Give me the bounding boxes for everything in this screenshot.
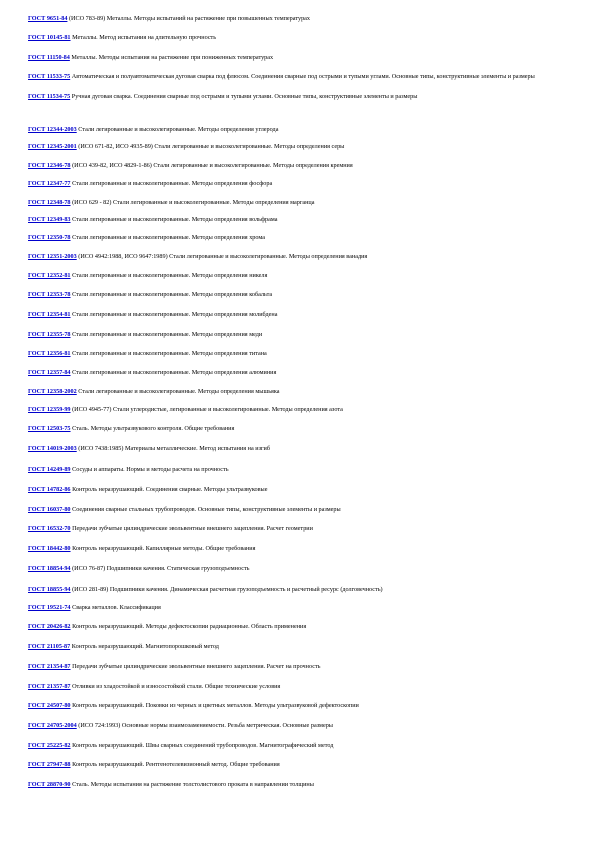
standard-link[interactable]: ГОСТ 21357-87 — [28, 683, 71, 690]
standard-title: Передачи зубчатые цилиндрические эвольвентные внешнего зацепления. Расчет геометрии — [70, 525, 313, 532]
standard-title: Передачи зубчатые цилиндрические эвольвентные внешнего зацепления. Расчет на прочность — [70, 663, 321, 670]
standard-link[interactable]: ГОСТ 25225-82 — [28, 742, 71, 749]
standard-title: Ручная дуговая сварка. Соединения сварные под острыми и тупыми углами. Основные типы, конструктивные элементы и размеры — [70, 93, 418, 100]
standard-title: Стали легированные и высоколегированные. Методы определения молибдена — [70, 311, 278, 318]
standard-link[interactable]: ГОСТ 11150-84 — [28, 54, 70, 61]
standard-link[interactable]: ГОСТ 11533-75 — [28, 73, 71, 80]
standard-title: Сварка металлов. Классификация — [70, 604, 161, 611]
list-item — [28, 780, 584, 789]
list-item — [28, 505, 584, 514]
standard-link[interactable]: ГОСТ 21105-87 — [28, 643, 71, 650]
standard-link[interactable]: ГОСТ 12358-2002 — [28, 388, 77, 395]
list-item — [28, 622, 584, 631]
standard-link[interactable]: ГОСТ 12345-2001 — [28, 143, 77, 150]
standard-title: (ИСО 783-89) Металлы. Методы испытаний на растяжение при повышенных температурах — [67, 15, 310, 22]
standard-title: Автоматическая и полуавтоматическая дуговая сварка под флюсом. Соединения сварные под острыми и тупыми углами. Основные типы, конструктивные элементы и размеры — [70, 73, 535, 80]
standard-title: Отливки из хладостойкой и износостойкой стали. Общие технические условия — [70, 683, 281, 690]
standard-link[interactable]: ГОСТ 12349-83 — [28, 216, 71, 223]
list-item — [28, 310, 584, 319]
list-item — [28, 603, 584, 612]
list-item — [28, 465, 584, 474]
standard-title: Сталь. Методы испытания на растяжение толстолистового проката в направлении толщины — [70, 781, 314, 788]
standard-title: Контроль неразрушающий. Поковки из черных и цветных металлов. Методы ультразвуковой дефектоскопии — [70, 702, 359, 709]
list-item — [28, 72, 584, 81]
standard-link[interactable]: ГОСТ 24705-2004 — [28, 722, 77, 729]
list-item — [28, 405, 584, 414]
standard-title: Стали легированные и высоколегированные. Методы определения алюминия — [70, 369, 277, 376]
standard-title: Контроль неразрушающий. Рентгенотелевизионный метод. Общие требования — [70, 761, 280, 768]
list-item — [28, 760, 584, 769]
standard-link[interactable]: ГОСТ 12356-81 — [28, 350, 71, 357]
standard-link[interactable]: ГОСТ 12350-78 — [28, 234, 71, 241]
standard-link[interactable]: ГОСТ 12354-81 — [28, 311, 71, 318]
list-item — [28, 125, 584, 134]
standard-link[interactable]: ГОСТ 18855-94 — [28, 586, 71, 593]
standard-link[interactable]: ГОСТ 28870-90 — [28, 781, 71, 788]
list-item — [28, 485, 584, 494]
list-item — [28, 161, 584, 170]
list-item — [28, 290, 584, 299]
standard-link[interactable]: ГОСТ 21354-87 — [28, 663, 71, 670]
standard-link[interactable]: ГОСТ 18854-94 — [28, 565, 71, 572]
standard-title: Металлы. Метод испытания на длительную прочность — [70, 34, 217, 41]
list-item — [28, 721, 584, 730]
standard-link[interactable]: ГОСТ 20426-82 — [28, 623, 71, 630]
list-item — [28, 92, 584, 101]
standard-link[interactable]: ГОСТ 12347-77 — [28, 180, 71, 187]
standard-link[interactable]: ГОСТ 12351-2003 — [28, 253, 77, 260]
standard-link[interactable]: ГОСТ 14019-2003 — [28, 445, 77, 452]
standard-link[interactable]: ГОСТ 14249-89 — [28, 466, 71, 473]
standard-title: Стали легированные и высоколегированные. Методы определения хрома — [70, 234, 265, 241]
list-item — [28, 662, 584, 671]
standard-title: (ИСО 671-82, ИСО 4935-89) Стали легированные и высоколегированные. Методы определения серы — [76, 143, 345, 150]
list-item — [28, 682, 584, 691]
standard-title: Стали легированные и высоколегированные. Методы определения вольфрама — [70, 216, 278, 223]
standard-link[interactable]: ГОСТ 12359-99 — [28, 406, 71, 413]
standard-title: Контроль неразрушающий. Швы сварных соединений трубопроводов. Магнитографический метод — [70, 742, 334, 749]
standard-title: Контроль неразрушающий. Капиллярные методы. Общие требования — [70, 545, 256, 552]
standard-link[interactable]: ГОСТ 16037-80 — [28, 506, 71, 513]
list-item — [28, 198, 584, 207]
standard-title: Стали легированные и высоколегированные. Методы определения углерода — [76, 126, 279, 133]
list-item — [28, 444, 584, 453]
standard-link[interactable]: ГОСТ 14782-86 — [28, 486, 71, 493]
standard-title: Стали легированные и высоколегированные. Методы определения кобальта — [70, 291, 273, 298]
standard-title: (ИСО 629 - 82) Стали легированные и высоколегированные. Методы определения марганца — [70, 199, 315, 206]
list-item — [28, 179, 584, 188]
standard-link[interactable]: ГОСТ 12353-78 — [28, 291, 71, 298]
list-item — [28, 233, 584, 242]
list-item — [28, 14, 584, 23]
standard-link[interactable]: ГОСТ 11534-75 — [28, 93, 71, 100]
list-item — [28, 349, 584, 358]
standard-title: Соединения сварные стальных трубопроводов. Основные типы, конструктивные элементы и размеры — [70, 506, 341, 513]
list-item — [28, 252, 584, 261]
standard-title: Стали легированные и высоколегированные. Методы определения титана — [70, 350, 267, 357]
list-item — [28, 642, 584, 651]
standard-title: Стали легированные и высоколегированные. Методы определения никеля — [70, 272, 268, 279]
list-item — [28, 142, 584, 151]
standard-link[interactable]: ГОСТ 12357-84 — [28, 369, 71, 376]
standard-title: (ИСО 4945-77) Стали углеродистые, легированные и высоколегированные. Методы определения азота — [70, 406, 343, 413]
standard-link[interactable]: ГОСТ 12346-78 — [28, 162, 71, 169]
list-item — [28, 701, 584, 710]
list-item — [28, 368, 584, 377]
standard-link[interactable]: ГОСТ 16532-70 — [28, 525, 71, 532]
list-item — [28, 387, 584, 396]
standard-link[interactable]: ГОСТ 12352-81 — [28, 272, 71, 279]
standard-title: Сосуды и аппараты. Нормы и методы расчета на прочность — [70, 466, 229, 473]
list-item — [28, 424, 584, 433]
list-item — [28, 544, 584, 553]
standard-link[interactable]: ГОСТ 12503-75 — [28, 425, 71, 432]
list-item — [28, 564, 584, 573]
standard-link[interactable]: ГОСТ 9651-84 — [28, 15, 68, 22]
standard-title: Сталь. Методы ультразвукового контроля. Общие требования — [70, 425, 235, 432]
list-item — [28, 215, 584, 224]
standard-title: (ИСО 439-82, ИСО 4829-1-86) Стали легированные и высоколегированные. Методы определения кремния — [70, 162, 353, 169]
standard-title: Контроль неразрушающий. Магнитопорошковый метод — [70, 643, 219, 650]
standard-title: (ИСО 281-89) Подшипники качения. Динамическая расчетная грузоподъемность и расчетный ресурс (долговечность) — [70, 586, 383, 593]
standard-title: Контроль неразрушающий. Соединения сварные. Методы ультразвуковые — [70, 486, 268, 493]
list-item — [28, 271, 584, 280]
standard-title: (ИСО 7438:1985) Материалы металлические. Метод испытания на изгиб — [76, 445, 271, 452]
standard-link[interactable]: ГОСТ 12344-2003 — [28, 126, 77, 133]
standard-title: Контроль неразрушающий. Методы дефектоскопии радиационные. Область применения — [70, 623, 307, 630]
list-item — [28, 33, 584, 42]
standard-title: (ИСО 724:1993) Основные нормы взаимозаменяемости. Резьба метрическая. Основные размеры — [76, 722, 333, 729]
standard-title: Стали легированные и высоколегированные. Методы определения мышьяка — [76, 388, 280, 395]
standard-title: (ИСО 4942:1988, ИСО 9647:1989) Стали легированные и высоколегированные. Методы определения ванадия — [76, 253, 368, 260]
list-item — [28, 585, 584, 594]
standard-link[interactable]: ГОСТ 18442-80 — [28, 545, 71, 552]
list-item — [28, 524, 584, 533]
list-item — [28, 53, 584, 62]
standard-link[interactable]: ГОСТ 19521-74 — [28, 604, 71, 611]
standard-link[interactable]: ГОСТ 12348-78 — [28, 199, 71, 206]
standard-title: Стали легированные и высоколегированные. Методы определения фосфора — [70, 180, 273, 187]
list-item — [28, 741, 584, 750]
standard-title: Металлы. Методы испытания на растяжение при пониженных температурах — [69, 54, 274, 61]
standard-link[interactable]: ГОСТ 12355-78 — [28, 331, 71, 338]
standard-link[interactable]: ГОСТ 27947-88 — [28, 761, 71, 768]
standard-link[interactable]: ГОСТ 10145-81 — [28, 34, 71, 41]
standard-link[interactable]: ГОСТ 24507-80 — [28, 702, 71, 709]
standard-title: Стали легированные и высоколегированные. Методы определения меди — [70, 331, 263, 338]
list-item — [28, 330, 584, 339]
standard-title: (ИСО 76-87) Подшипники качения. Статическая грузоподъемность — [70, 565, 250, 572]
